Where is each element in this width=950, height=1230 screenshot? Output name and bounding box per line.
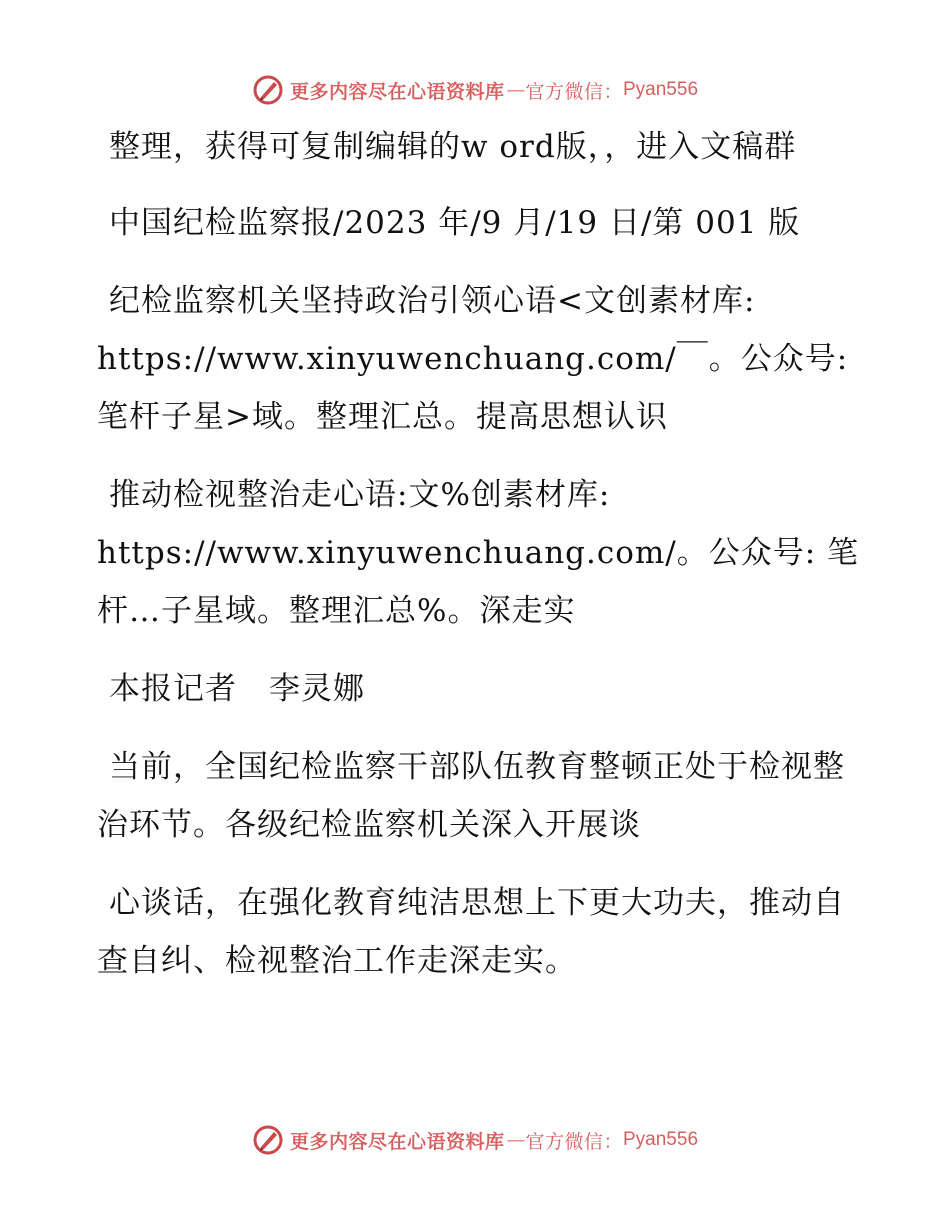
footer-dash: — (506, 1129, 526, 1151)
paragraph-intro: 整理，获得可复制编辑的w ord版，，进入文稿群 (109, 129, 797, 165)
footer-main-text: 更多内容尽在心语资料库 (289, 1130, 505, 1153)
banner-wechat-id: Pyan556 (623, 79, 699, 100)
pen-logo-icon (252, 1124, 284, 1156)
pen-logo-icon (252, 74, 284, 106)
footer-wechat-id: Pyan556 (623, 1129, 699, 1150)
paragraph-headline-2: 推动检视整治走心语:文%创素材库: https://www.xinyuwenchuang.com/。公众号: 笔杆…子星域。整理汇总%。深走实 (97, 477, 860, 629)
paragraph-byline: 本报记者 李灵娜 (109, 671, 365, 707)
banner-wechat-label: 官方微信： (525, 80, 623, 103)
document-body (97, 118, 867, 1010)
banner-dash: — (506, 79, 526, 101)
banner-main-text: 更多内容尽在心语资料库 (289, 80, 505, 103)
paragraph-body-2: 心谈话，在强化教育纯洁思想上下更大功夫，推动自查自纠、检视整治工作走深走实。 (97, 885, 845, 979)
footer-wechat-label: 官方微信： (525, 1130, 623, 1153)
header-banner (0, 70, 950, 110)
footer-banner (0, 1120, 950, 1160)
paragraph-body-1: 当前，全国纪检监察干部队伍教育整顿正处于检视整治环节。各级纪检监察机关深入开展谈 (97, 749, 845, 843)
paragraph-source: 中国纪检监察报/2023 年/9 月/19 日/第 001 版 (109, 205, 801, 241)
paragraph-headline-1: 纪检监察机关坚持政治引领心语<文创素材库: https://www.xinyuwenchuang.com/￣。公众号: 笔杆子星>域。整理汇总。提高思想认识 (97, 283, 849, 435)
